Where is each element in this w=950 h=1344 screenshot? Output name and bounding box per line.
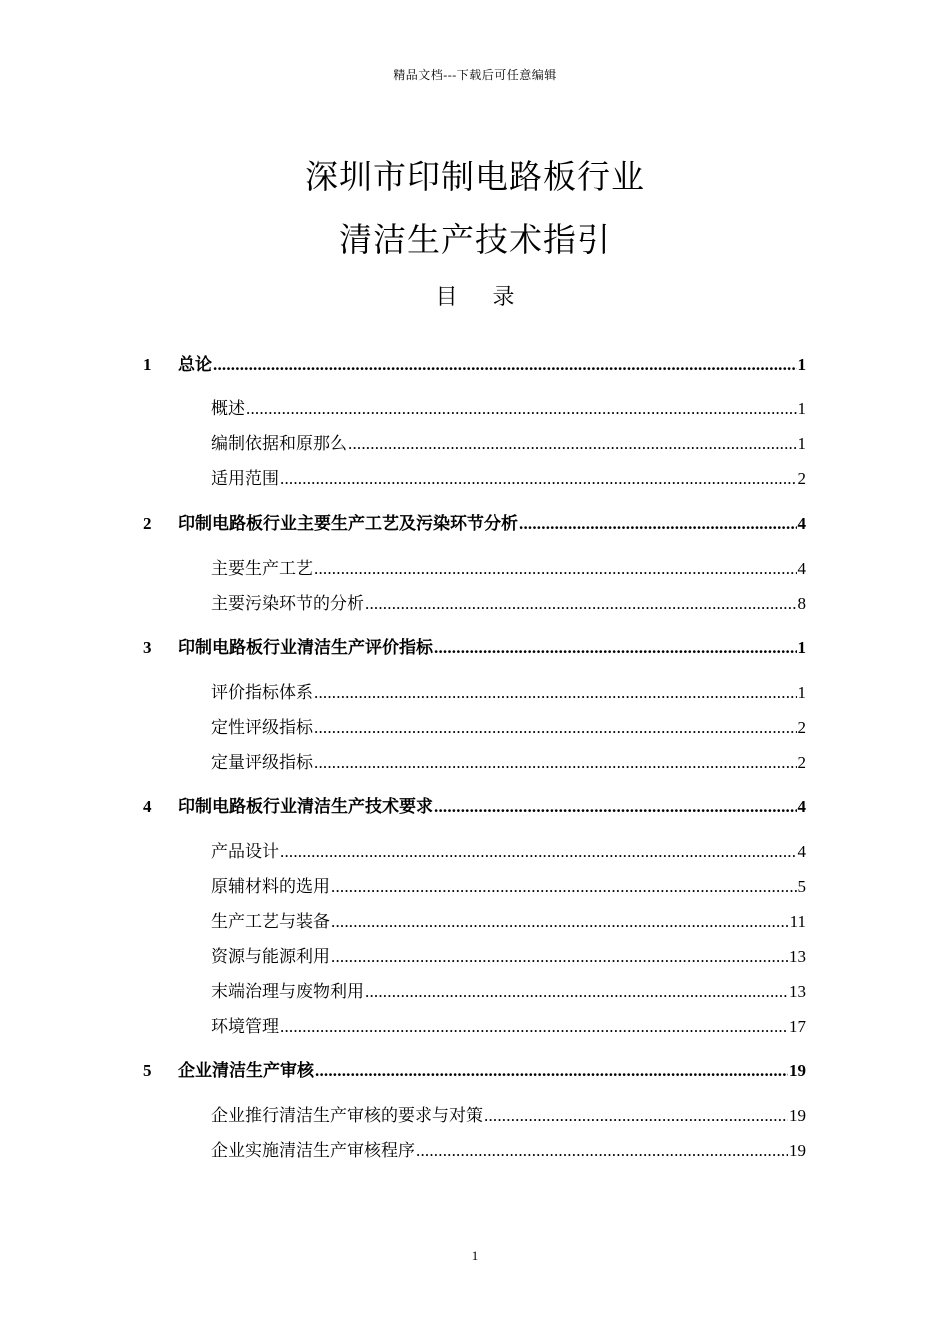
- toc-subsection-label: 主要污染环节的分析: [211, 594, 364, 613]
- toc-page-number: 1: [797, 399, 806, 418]
- toc-subsection[interactable]: [0, 556, 950, 582]
- dot-leader: [519, 514, 797, 534]
- dot-leader: [484, 1106, 788, 1126]
- toc-subsection-label: 编制依据和原那么: [211, 434, 347, 453]
- toc-section-4[interactable]: [0, 794, 950, 820]
- toc-page-number: 19: [789, 1141, 806, 1160]
- dot-leader: [434, 638, 797, 658]
- toc-subsection-label: 原辅材料的选用: [211, 877, 330, 896]
- dot-leader: [280, 1017, 788, 1037]
- dot-leader: [314, 753, 797, 773]
- toc-page-number: 11: [789, 912, 806, 931]
- toc-subsection-label: 概述: [211, 399, 245, 418]
- toc-subsection-label: 生产工艺与装备: [211, 912, 330, 931]
- dot-leader: [280, 469, 797, 489]
- toc-heading: 目 录: [435, 285, 515, 310]
- dot-leader: [416, 1141, 788, 1161]
- toc-subsection-label: 环境管理: [211, 1017, 279, 1036]
- toc-page-number: 2: [797, 469, 806, 488]
- toc-page-number: 13: [789, 947, 806, 966]
- document-title-line-2: 清洁生产技术指引: [339, 220, 611, 259]
- toc-subsection-label: 定性评级指标: [211, 718, 313, 737]
- toc-section-label: 印制电路板行业主要生产工艺及污染环节分析: [178, 514, 518, 533]
- toc-section-1[interactable]: [0, 352, 950, 378]
- toc-section-number: 1: [143, 355, 152, 374]
- toc-section-5[interactable]: [0, 1058, 950, 1084]
- toc-subsection-label: 资源与能源利用: [211, 947, 330, 966]
- toc-section-number: 5: [143, 1061, 152, 1080]
- toc-subsection[interactable]: [0, 715, 950, 741]
- toc-subsection-label: 末端治理与废物利用: [211, 982, 364, 1001]
- toc-page-number: 4: [797, 797, 806, 816]
- toc-subsection[interactable]: [0, 1103, 950, 1129]
- dot-leader: [314, 683, 797, 703]
- toc-page-number: 13: [789, 982, 806, 1001]
- dot-leader: [348, 434, 797, 454]
- toc-subsection-label: 主要生产工艺: [211, 559, 313, 578]
- dot-leader: [331, 947, 788, 967]
- toc-page-number: 2: [797, 718, 806, 737]
- dot-leader: [365, 982, 788, 1002]
- toc-section-2[interactable]: [0, 511, 950, 537]
- toc-page-number: 4: [797, 559, 806, 578]
- toc-page-number: 4: [797, 842, 806, 861]
- toc-subsection[interactable]: [0, 979, 950, 1005]
- toc-section-number: 2: [143, 514, 152, 533]
- toc-page-number: 1: [797, 638, 806, 657]
- page-number: 1: [471, 1248, 479, 1263]
- toc-page-number: 1: [797, 683, 806, 702]
- dot-leader: [331, 877, 797, 897]
- toc-subsection[interactable]: [0, 591, 950, 617]
- toc-subsection-label: 企业实施清洁生产审核程序: [211, 1141, 415, 1160]
- toc-subsection[interactable]: [0, 1138, 950, 1164]
- toc-subsection-label: 评价指标体系: [211, 683, 313, 702]
- toc-section-number: 4: [143, 797, 152, 816]
- document-title-line-1: 深圳市印制电路板行业: [305, 157, 645, 196]
- toc-subsection[interactable]: [0, 909, 950, 935]
- toc-subsection[interactable]: [0, 466, 950, 492]
- toc-section-label: 印制电路板行业清洁生产评价指标: [178, 638, 433, 657]
- dot-leader: [246, 399, 797, 419]
- dot-leader: [315, 1061, 788, 1081]
- toc-subsection[interactable]: [0, 874, 950, 900]
- dot-leader: [280, 842, 797, 862]
- toc-page-number: 4: [797, 514, 806, 533]
- toc-subsection-label: 适用范围: [211, 469, 279, 488]
- toc-subsection-label: 定量评级指标: [211, 753, 313, 772]
- toc-subsection[interactable]: [0, 1014, 950, 1040]
- dot-leader: [434, 797, 797, 817]
- toc-section-label: 总论: [178, 355, 212, 374]
- toc-subsection[interactable]: [0, 839, 950, 865]
- dot-leader: [213, 355, 797, 375]
- toc-subsection[interactable]: [0, 431, 950, 457]
- dot-leader: [314, 718, 797, 738]
- toc-page-number: 19: [789, 1106, 806, 1125]
- toc-subsection[interactable]: [0, 680, 950, 706]
- toc-subsection[interactable]: [0, 750, 950, 776]
- toc-page-number: 17: [789, 1017, 806, 1036]
- toc-section-3[interactable]: [0, 635, 950, 661]
- toc-subsection-label: 产品设计: [211, 842, 279, 861]
- dot-leader: [331, 912, 789, 932]
- toc-section-label: 企业清洁生产审核: [178, 1061, 314, 1080]
- page-header: 精品文档---下载后可任意编辑: [393, 68, 557, 82]
- toc-page-number: 8: [797, 594, 806, 613]
- toc-page-number: 1: [797, 355, 806, 374]
- toc-section-number: 3: [143, 638, 152, 657]
- dot-leader: [314, 559, 797, 579]
- toc-page-number: 5: [797, 877, 806, 896]
- dot-leader: [365, 594, 797, 614]
- toc-subsection[interactable]: [0, 944, 950, 970]
- toc-page-number: 19: [789, 1061, 806, 1080]
- toc-section-label: 印制电路板行业清洁生产技术要求: [178, 797, 433, 816]
- toc-page-number: 2: [797, 753, 806, 772]
- toc-page-number: 1: [797, 434, 806, 453]
- toc-subsection-label: 企业推行清洁生产审核的要求与对策: [211, 1106, 483, 1125]
- toc-subsection[interactable]: [0, 396, 950, 422]
